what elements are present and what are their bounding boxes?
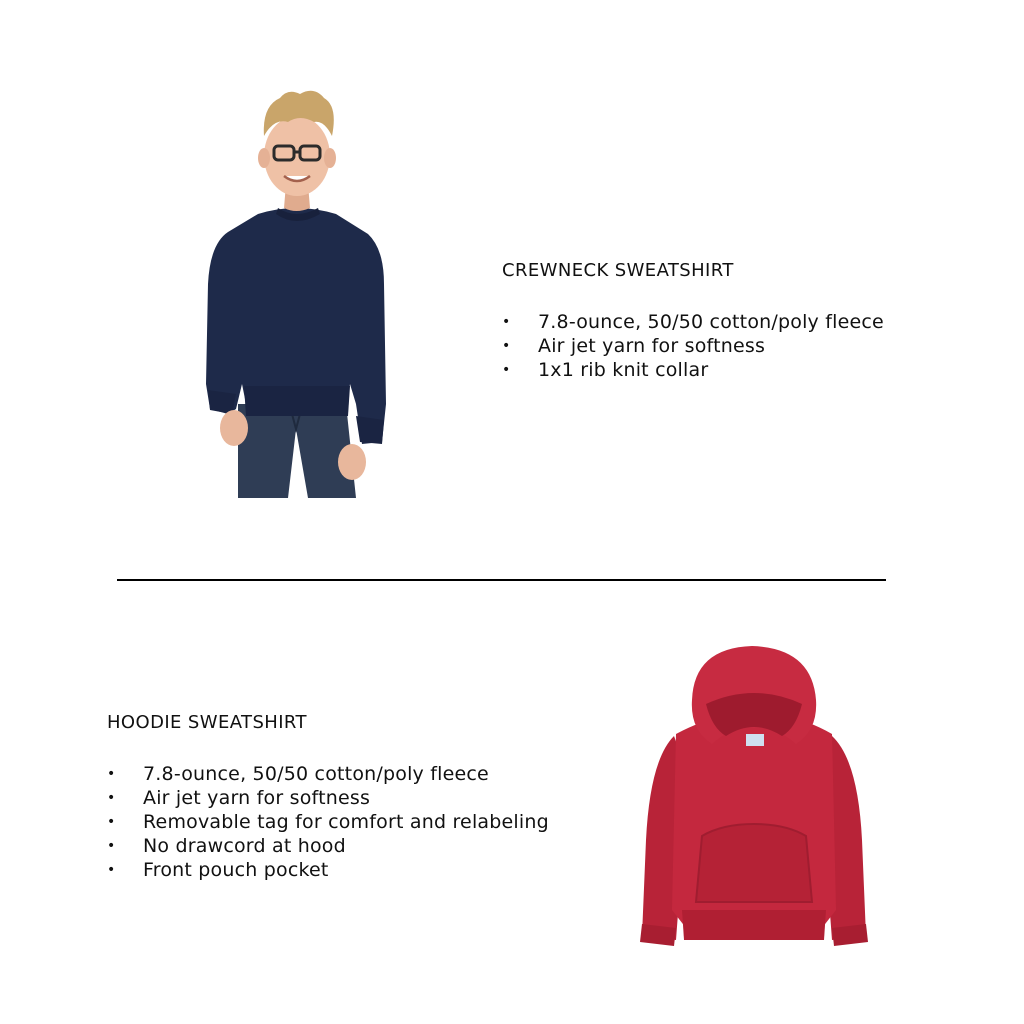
hoodie-feature-list [107, 762, 549, 882]
bullet-icon: • [502, 362, 511, 378]
feature-text: 7.8-ounce, 50/50 cotton/poly fleece [143, 763, 489, 785]
bullet-icon: • [107, 862, 116, 878]
crewneck-sweatshirt-photo [196, 84, 396, 504]
feature-item [502, 334, 884, 358]
feature-item [107, 786, 549, 810]
hoodie-sweatshirt-photo [636, 640, 872, 952]
feature-text: 1x1 rib knit collar [538, 359, 709, 381]
section-divider [117, 579, 886, 581]
feature-item [107, 762, 549, 786]
crewneck-title: CREWNECK SWEATSHIRT [502, 260, 734, 281]
bullet-icon: • [107, 838, 116, 854]
bullet-icon: • [107, 790, 116, 806]
bullet-icon: • [502, 338, 511, 354]
feature-text: 7.8-ounce, 50/50 cotton/poly fleece [538, 311, 884, 333]
feature-item [502, 358, 884, 382]
crewneck-feature-list [502, 310, 884, 382]
feature-item [107, 858, 549, 882]
feature-item [502, 310, 884, 334]
bullet-icon: • [502, 314, 511, 330]
crewneck-product-info [502, 258, 884, 382]
hoodie-product-info [107, 710, 549, 882]
feature-text: No drawcord at hood [143, 835, 346, 857]
feature-text: Air jet yarn for softness [538, 335, 766, 357]
feature-text: Air jet yarn for softness [143, 787, 371, 809]
feature-item [107, 810, 549, 834]
bullet-icon: • [107, 814, 116, 830]
feature-item [107, 834, 549, 858]
hoodie-title: HOODIE SWEATSHIRT [107, 712, 307, 733]
feature-text: Removable tag for comfort and relabeling [143, 811, 549, 833]
feature-text: Front pouch pocket [143, 859, 329, 881]
bullet-icon: • [107, 766, 116, 782]
